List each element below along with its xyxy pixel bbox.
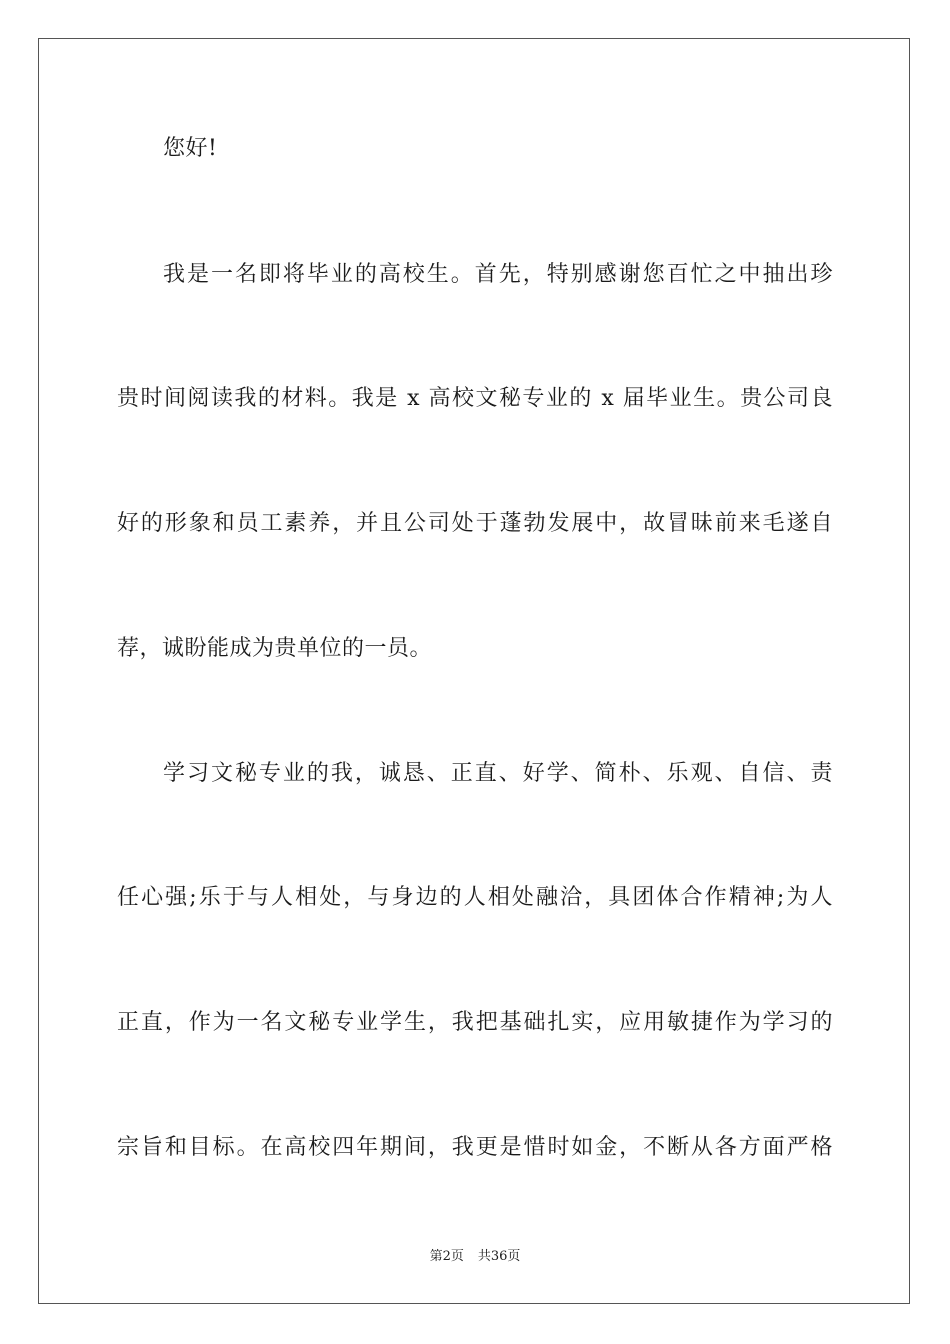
body-line: 我是一名即将毕业的高校生。首先，特别感谢您百忙之中抽出珍 — [163, 262, 833, 287]
page-number: 第2页 — [429, 1249, 464, 1264]
body-line: 正直，作为一名文秘专业学生，我把基础扎实，应用敏捷作为学习的 — [117, 1010, 833, 1035]
page-border — [38, 38, 910, 1304]
body-line: 荐，诚盼能成为贵单位的一员。 — [117, 636, 433, 661]
body-line: 宗旨和目标。在高校四年期间，我更是惜时如金，不断从各方面严格 — [117, 1135, 833, 1160]
body-line: 贵时间阅读我的材料。我是 x 高校文秘专业的 x 届毕业生。贵公司良 — [117, 386, 833, 411]
greeting-line: 您好! — [163, 136, 218, 161]
page-total: 共36页 — [477, 1249, 521, 1264]
body-line: 学习文秘专业的我，诚恳、正直、好学、简朴、乐观、自信、责 — [163, 761, 833, 786]
page-footer — [0, 1248, 950, 1266]
body-line: 好的形象和员工素养，并且公司处于蓬勃发展中，故冒昧前来毛遂自 — [117, 511, 833, 536]
body-line: 任心强;乐于与人相处，与身边的人相处融洽，具团体合作精神;为人 — [117, 885, 833, 910]
